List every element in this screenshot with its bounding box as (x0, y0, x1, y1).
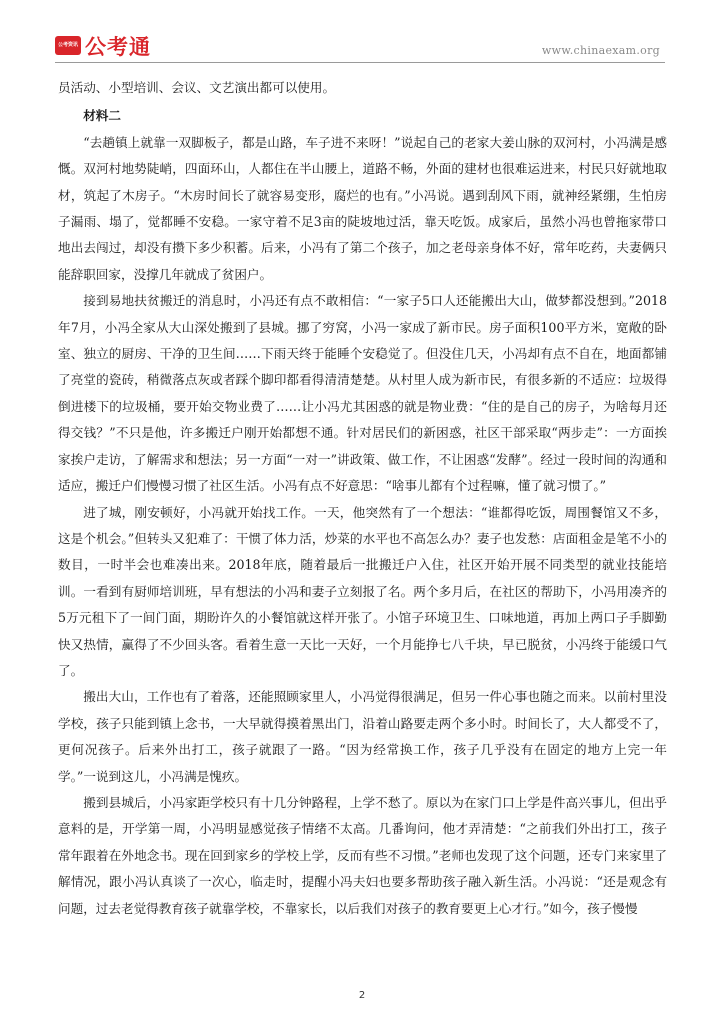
logo-badge: 公考资讯 (55, 36, 81, 55)
paragraph-5: 搬到县城后，小冯家距学校只有十几分钟路程，上学不愁了。原以为在家门口上学是件高兴事儿，但出乎意料的是，开学第一周，小冯明显感觉孩子情绪不太高。几番询问，他才弄清楚：“之前我们外出打工，孩子常年跟着在外地念书。现在回到家乡的学校上学，反而有些不习惯。”老师也发现了这个问题，还专门来家里了解情况，跟小冯认真谈了一次心，临走时，提醒小冯夫妇也要多帮助孩子融入新生活。小冯说：“还是观念有问题，过去老觉得教育孩子就靠学校，不靠家长，以后我们对孩子的教育要更上心才行。”如今，孩子慢慢 (58, 794, 667, 916)
page-header (0, 0, 724, 68)
site-url[interactable]: www.chinaexam.org (541, 44, 660, 57)
section-title: 材料二 (83, 108, 121, 124)
site-logo-text: 公考通 (85, 35, 151, 59)
header-divider (55, 62, 665, 63)
intro-line: 员活动、小型培训、会议、文艺演出都可以使用。 (58, 80, 336, 95)
paragraph-2: 接到易地扶贫搬迁的消息时，小冯还有点不敢相信：“一家子5口人还能搬出大山，做梦都没想到。”2018年7月，小冯全家从大山深处搬到了县城。挪了穷窝，小冯一家成了新市民。房子面积100平方米，宽敞的卧室、独立的厨房、干净的卫生间……下雨天终于能睡个安稳觉了。但没住几天，小冯却有点不自在，地面都铺了亮堂的瓷砖，稍微落点灰或者踩个脚印都看得清清楚楚。从村里人成为新市民，有很多新的不适应：垃圾得倒进楼下的垃圾桶，要开始交物业费了……让小冯尤其困惑的就是物业费：“住的是自己的房子，为啥每月还得交钱？”不只是他，许多搬迁户刚开始都想不通。针对居民们的新困惑，社区干部采取“两步走”：一方面挨家挨户走访，了解需求和想法；另一方面“一对一”讲政策、做工作，不让困惑“发酵”。经过一段时间的沟通和适应，搬迁户们慢慢习惯了社区生活。小冯有点不好意思：“啥事儿都有个过程嘛，懂了就习惯了。” (58, 293, 667, 494)
paragraph-1: “去趟镇上就靠一双脚板子，都是山路，车子进不来呀！”说起自己的老家大姜山脉的双河村，小冯满是感慨。双河村地势陡峭，四面环山，人都住在半山腰上，道路不畅，外面的建材也很难运进来，村民只好就地取材，筑起了木房子。“木房时间长了就容易变形，腐烂的也有。”小冯说。遇到刮风下雨，就神经紧绷，生怕房子漏雨、塌了，觉都睡不安稳。一家守着不足3亩的陡坡地过活，靠天吃饭。成家后，虽然小冯也曾拖家带口地出去闯过，却没有攒下多少积蓄。后来，小冯有了第二个孩子，加之老母亲身体不好，常年吃药，夫妻俩只能辞职回家，没撑几年就成了贫困户。 (58, 134, 667, 282)
paragraph-4: 搬出大山，工作也有了着落，还能照顾家里人，小冯觉得很满足，但另一件心事也随之而来。以前村里没学校，孩子只能到镇上念书，一大早就得摸着黑出门，沿着山路要走两个多小时。时间长了，大人都受不了，更何况孩子。后来外出打工，孩子就跟了一路。“因为经常换工作，孩子几乎没有在固定的地方上完一年学。”一说到这儿，小冯满是愧疚。 (58, 689, 667, 784)
paragraph-3: 进了城，刚安顿好，小冯就开始找工作。一天，他突然有了一个想法：“谁都得吃饭，周围餐馆又不多，这是个机会。”但转头又犯难了：干惯了体力活，炒菜的水平也不高怎么办？妻子也发愁：店面租金是笔不小的数目，一时半会也难凑出来。2018年底，随着最后一批搬迁户入住，社区开始开展不同类型的就业技能培训。一看到有厨师培训班，早有想法的小冯和妻子立刻报了名。两个多月后，在社区的帮助下，小冯用凑齐的5万元租下了一间门面，期盼许久的小餐馆就这样开张了。小馆子环境卫生、口味地道，再加上两口子手脚勤快又热情，赢得了不少回头客。看着生意一天比一天好，一个月能挣七八千块，早已脱贫，小冯终于能缓口气了。 (58, 504, 667, 678)
document-body (58, 75, 667, 922)
page-number: 2 (358, 990, 366, 1001)
